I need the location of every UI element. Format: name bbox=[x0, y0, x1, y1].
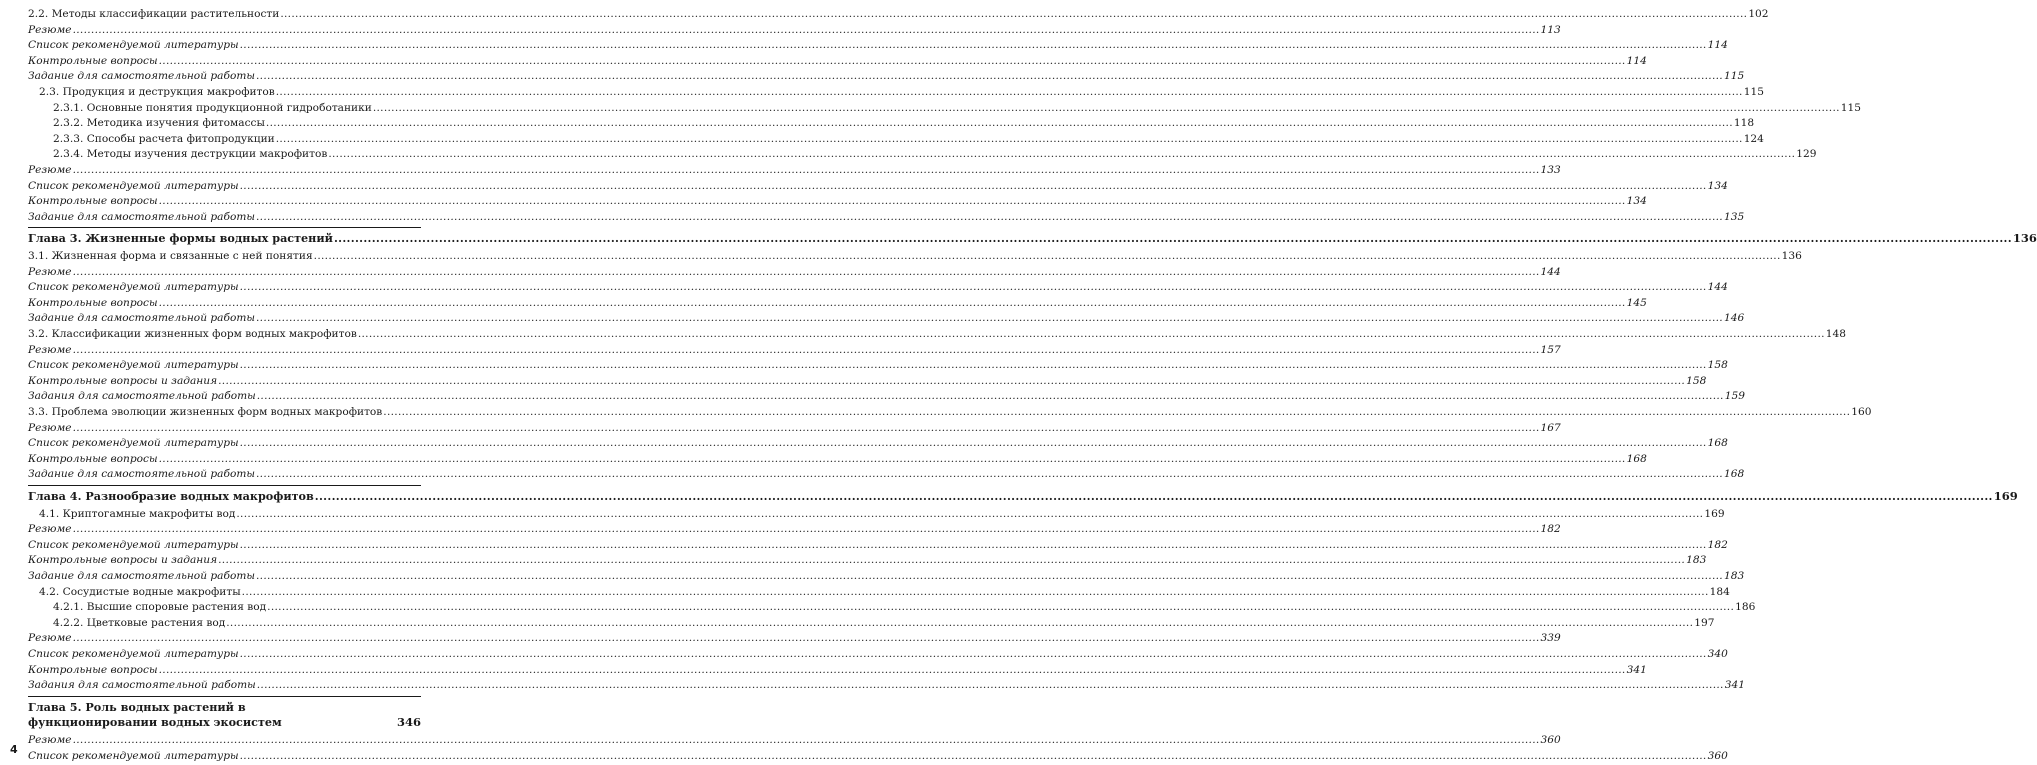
toc-entry-page: 186 bbox=[1735, 601, 1756, 614]
toc-entry-page: 115 bbox=[1743, 86, 1764, 98]
toc-entry-title: Список рекомендуемой литературы bbox=[28, 359, 239, 372]
dot-leader: ................................................................................................................................................................................................................................................................................................................................................................................................................ bbox=[218, 554, 1686, 567]
dot-leader: ................................................................................................................................................................................................................................................................................................................................................................................................................ bbox=[239, 281, 1707, 294]
toc-entry-title: Резюме bbox=[28, 734, 72, 746]
dot-leader: ................................................................................................................................................................................................................................................................................................................................................................................................................ bbox=[158, 296, 1626, 309]
dot-leader: ................................................................................................................................................................................................................................................................................................................................................................................................................ bbox=[72, 265, 1540, 278]
toc-entry-title: Задание для самостоятельной работы bbox=[28, 210, 255, 223]
toc-entry-page: 113 bbox=[1540, 23, 1561, 36]
toc-entry-title: Контрольные вопросы bbox=[28, 296, 158, 309]
toc-entry-title: Резюме bbox=[28, 421, 72, 434]
dot-leader: ................................................................................................................................................................................................................................................................................................................................................................................................................ bbox=[226, 616, 1694, 629]
dot-leader: ................................................................................................................................................................................................................................................................................................................................................................................................................ bbox=[72, 164, 1540, 176]
toc-entry-page: 197 bbox=[1694, 616, 1715, 629]
toc-entry-title: 2.2. Методы классификации растительности bbox=[28, 8, 280, 20]
toc-entry-page: 158 bbox=[1707, 359, 1728, 372]
toc-entry[interactable] bbox=[28, 311, 1745, 326]
toc-entry-page: 136 bbox=[2012, 231, 2037, 246]
toc-entry-title: Список рекомендуемой литературы bbox=[28, 437, 239, 450]
toc-entry[interactable] bbox=[28, 585, 1730, 600]
dot-leader: ................................................................................................................................................................................................................................................................................................................................................................................................................ bbox=[158, 195, 1626, 208]
toc-entry-title: Список рекомендуемой литературы bbox=[28, 538, 239, 551]
toc-entry-page: 340 bbox=[1707, 648, 1728, 660]
toc-entry-title: Контрольные вопросы и задания bbox=[28, 374, 218, 387]
toc-entry-title: Резюме bbox=[28, 265, 72, 278]
dot-leader: ................................................................................................................................................................................................................................................................................................................................................................................................................ bbox=[158, 452, 1626, 465]
dot-leader: ................................................................................................................................................................................................................................................................................................................................................................................................................ bbox=[256, 390, 1724, 403]
toc-entry-title: 4.2.1. Высшие споровые растения вод bbox=[53, 601, 267, 614]
toc-entry-page: 169 bbox=[1993, 489, 2018, 503]
toc-entry-page: 102 bbox=[1748, 8, 1769, 20]
toc-entry-page: 360 bbox=[1707, 749, 1728, 762]
toc-entry-title: Задания для самостоятельной работы bbox=[28, 390, 256, 403]
toc-entry[interactable] bbox=[28, 265, 1561, 280]
toc-entry-title: Задание для самостоятельной работы bbox=[28, 468, 255, 481]
chapter-separator bbox=[28, 696, 421, 697]
toc-entry-title: Задания для самостоятельной работы bbox=[28, 679, 256, 692]
toc-entry-title: 3.1. Жизненная форма и связанные с ней понятия bbox=[28, 250, 313, 262]
toc-entry[interactable] bbox=[28, 569, 1745, 584]
toc-entry-title: Список рекомендуемой литературы bbox=[28, 39, 239, 52]
toc-entry-page: 168 bbox=[1626, 452, 1647, 465]
toc-entry-title: 2.3.2. Методика изучения фитомассы bbox=[53, 117, 265, 130]
dot-leader: ................................................................................................................................................................................................................................................................................................................................................................................................................ bbox=[256, 468, 1723, 481]
toc-entry-page: 135 bbox=[1723, 210, 1745, 223]
toc-entry[interactable] bbox=[28, 343, 1561, 358]
toc-entry[interactable] bbox=[28, 616, 1715, 631]
dot-leader: ................................................................................................................................................................................................................................................................................................................................................................................................................ bbox=[236, 507, 1704, 520]
toc-entry[interactable] bbox=[28, 54, 1647, 69]
dot-leader: ................................................................................................................................................................................................................................................................................................................................................................................................................ bbox=[256, 70, 1723, 83]
toc-entry[interactable] bbox=[28, 280, 1728, 295]
dot-leader: ................................................................................................................................................................................................................................................................................................................................................................................................................ bbox=[383, 406, 1851, 418]
dot-leader: ................................................................................................................................................................................................................................................................................................................................................................................................................ bbox=[239, 749, 1707, 762]
dot-leader: ................................................................................................................................................................................................................................................................................................................................................................................................................ bbox=[239, 437, 1707, 450]
toc-entry[interactable] bbox=[28, 436, 1728, 451]
toc-entry[interactable] bbox=[28, 163, 1561, 178]
toc-entry-title: 4.1. Криптогамные макрофиты вод bbox=[39, 507, 236, 520]
toc-entry-title: Контрольные вопросы bbox=[28, 195, 158, 208]
dot-leader: ................................................................................................................................................................................................................................................................................................................................................................................................................ bbox=[218, 374, 1686, 387]
toc-entry-title: Контрольные вопросы bbox=[28, 452, 158, 465]
toc-entry-title: Резюме bbox=[28, 164, 72, 176]
dot-leader: ................................................................................................................................................................................................................................................................................................................................................................................................................ bbox=[357, 328, 1825, 340]
dot-leader: ................................................................................................................................................................................................................................................................................................................................................................................................................ bbox=[72, 734, 1540, 746]
toc-entry[interactable] bbox=[28, 600, 1756, 615]
toc-entry-page: 182 bbox=[1707, 538, 1728, 551]
toc-entry-page: 167 bbox=[1540, 421, 1561, 434]
dot-leader: ................................................................................................................................................................................................................................................................................................................................................................................................................ bbox=[313, 250, 1781, 262]
toc-entry[interactable] bbox=[28, 23, 1561, 38]
dot-leader: ................................................................................................................................................................................................................................................................................................................................................................................................................ bbox=[280, 8, 1748, 20]
chapter-separator bbox=[28, 485, 421, 486]
toc-entry-title: 3.2. Классификации жизненных форм водных макрофитов bbox=[28, 328, 357, 340]
toc-entry[interactable] bbox=[28, 405, 1872, 420]
toc-entry-page: 182 bbox=[1540, 523, 1561, 536]
dot-leader: ................................................................................................................................................................................................................................................................................................................................................................................................................ bbox=[267, 601, 1735, 614]
toc-entry[interactable] bbox=[28, 147, 1817, 162]
toc-entry-title: Контрольные вопросы и задания bbox=[28, 554, 218, 567]
toc-entry-title: 4.2. Сосудистые водные макрофиты bbox=[39, 585, 241, 598]
toc-entry[interactable] bbox=[28, 116, 1755, 131]
dot-leader: ................................................................................................................................................................................................................................................................................................................................................................................................................ bbox=[72, 632, 1540, 645]
toc-entry[interactable] bbox=[28, 522, 1561, 537]
toc-entry-page: 339 bbox=[1540, 632, 1561, 645]
toc-entry-page: 148 bbox=[1825, 328, 1847, 340]
toc-entry-title: Список рекомендуемой литературы bbox=[28, 281, 239, 294]
toc-entry-page: 341 bbox=[1724, 679, 1745, 692]
toc-entry[interactable] bbox=[28, 101, 1862, 116]
toc-entry-page: 114 bbox=[1707, 39, 1728, 52]
dot-leader: ................................................................................................................................................................................................................................................................................................................................................................................................................ bbox=[256, 570, 1723, 582]
toc-entry-page: 160 bbox=[1851, 406, 1872, 418]
toc-entry[interactable] bbox=[28, 421, 1561, 436]
toc-entry[interactable] bbox=[28, 389, 1745, 404]
toc-entry[interactable] bbox=[28, 358, 1728, 373]
toc-entry-page: 136 bbox=[1781, 250, 1802, 262]
dot-leader: ................................................................................................................................................................................................................................................................................................................................................................................................................ bbox=[328, 148, 1796, 161]
dot-leader: ................................................................................................................................................................................................................................................................................................................................................................................................................ bbox=[239, 39, 1707, 52]
dot-leader: ................................................................................................................................................................................................................................................................................................................................................................................................................ bbox=[241, 585, 1709, 598]
toc-entry-page: 360 bbox=[1540, 734, 1561, 746]
toc-entry-page: 168 bbox=[1723, 468, 1745, 481]
toc-entry[interactable] bbox=[28, 647, 1728, 662]
toc-entry-page: 114 bbox=[1626, 54, 1647, 67]
toc-entry[interactable] bbox=[28, 296, 1647, 311]
toc-entry-page: 159 bbox=[1724, 390, 1745, 403]
toc-entry-page: 133 bbox=[1540, 164, 1561, 176]
toc-chapter-entry[interactable] bbox=[28, 700, 421, 730]
dot-leader: ................................................................................................................................................................................................................................................................................................................................................................................................................ bbox=[256, 312, 1723, 325]
toc-entry-page: 183 bbox=[1723, 570, 1745, 582]
toc-entry[interactable] bbox=[28, 85, 1764, 100]
dot-leader: ................................................................................................................................................................................................................................................................................................................................................................................................................ bbox=[256, 210, 1723, 223]
toc-entry[interactable] bbox=[28, 467, 1745, 482]
toc-entry-page: 134 bbox=[1707, 179, 1728, 192]
toc-entry[interactable] bbox=[28, 210, 1745, 225]
page-number: 4 bbox=[10, 743, 18, 756]
toc-entry[interactable] bbox=[28, 327, 1847, 342]
toc-entry-title: 4.2.2. Цветковые растения вод bbox=[53, 616, 226, 629]
toc-entry[interactable] bbox=[28, 749, 1728, 764]
toc-entry[interactable] bbox=[28, 538, 1728, 553]
toc-entry-title: 3.3. Проблема эволюции жизненных форм водных макрофитов bbox=[28, 406, 383, 418]
toc-entry-title: Задание для самостоятельной работы bbox=[28, 70, 255, 83]
toc-entry-title: Контрольные вопросы bbox=[28, 663, 158, 676]
dot-leader: ................................................................................................................................................................................................................................................................................................................................................................................................................ bbox=[239, 648, 1707, 660]
dot-leader: ................................................................................................................................................................................................................................................................................................................................................................................................................ bbox=[239, 179, 1707, 192]
toc-entry-page: 129 bbox=[1796, 148, 1817, 161]
toc-entry[interactable] bbox=[28, 194, 1647, 209]
toc-entry-page: 157 bbox=[1540, 343, 1561, 356]
toc-entry-title: 2.3.4. Методы изучения деструкции макрофитов bbox=[53, 148, 328, 161]
toc-entry-page: 144 bbox=[1707, 281, 1728, 294]
toc-entry[interactable] bbox=[28, 249, 1802, 264]
toc-entry-title: Резюме bbox=[28, 343, 72, 356]
toc-entry-title: Задание для самостоятельной работы bbox=[28, 312, 255, 325]
toc-entry-title: Резюме bbox=[28, 523, 72, 536]
toc-entry[interactable] bbox=[28, 678, 1745, 693]
toc-entry[interactable] bbox=[28, 69, 1745, 84]
toc-entry-page: 169 bbox=[1704, 507, 1725, 520]
toc-entry-page: 346 bbox=[396, 714, 421, 729]
toc-entry[interactable] bbox=[28, 132, 1764, 147]
dot-leader: ................................................................................................................................................................................................................................................................................................................................................................................................................ bbox=[256, 679, 1724, 692]
dot-leader: ................................................................................................................................................................................................................................................................................................................................................................................................................ bbox=[72, 343, 1540, 356]
toc-entry-title: 2.3. Продукция и деструкция макрофитов bbox=[39, 86, 275, 98]
dot-leader: ................................................................................................................................................................................................................................................................................................................................................................................................................ bbox=[158, 663, 1626, 676]
toc-entry-title: 2.3.3. Способы расчета фитопродукции bbox=[53, 132, 275, 145]
toc-entry[interactable] bbox=[28, 553, 1707, 568]
dot-leader: ................................................................................................................................................................................................................................................................................................................................................................................................................ bbox=[239, 359, 1707, 372]
toc-entry-page: 145 bbox=[1626, 296, 1647, 309]
dot-leader: ................................................................................................................................................................................................................................................................................................................................................................................................................ bbox=[275, 86, 1743, 98]
chapter-separator bbox=[28, 227, 421, 228]
toc-entry-page: 146 bbox=[1723, 312, 1745, 325]
toc-entry-page: 183 bbox=[1686, 554, 1707, 567]
toc-entry-title: Глава 3. Жизненные формы водных растений bbox=[28, 231, 333, 246]
toc-entry-title: Глава 5. Роль водных растений в функционировании водных экосистем bbox=[28, 699, 282, 729]
toc-entry-title: Глава 4. Разнообразие водных макрофитов bbox=[28, 489, 314, 503]
toc-entry[interactable] bbox=[28, 374, 1707, 389]
toc-entry[interactable] bbox=[28, 179, 1728, 194]
toc-entry-page: 158 bbox=[1686, 374, 1707, 387]
toc-entry-title: Список рекомендуемой литературы bbox=[28, 749, 239, 762]
toc-entry-title: 2.3.1. Основные понятия продукционной гидроботаники bbox=[53, 101, 372, 114]
toc-entry[interactable] bbox=[28, 733, 1561, 748]
dot-leader: ................................................................................................................................................................................................................................................................................................................................................................................................................ bbox=[265, 117, 1733, 130]
toc-entry-title: Список рекомендуемой литературы bbox=[28, 648, 239, 660]
toc-entry[interactable] bbox=[28, 38, 1728, 53]
dot-leader: ................................................................................................................................................................................................................................................................................................................................................................................................................ bbox=[239, 538, 1707, 551]
dot-leader: ................................................................................................................................................................................................................................................................................................................................................................................................................ bbox=[72, 421, 1540, 434]
toc-entry-page: 168 bbox=[1707, 437, 1728, 450]
dot-leader: ................................................................................................................................................................................................................................................................................................................................................................................................................ bbox=[72, 23, 1540, 36]
toc-entry-page: 115 bbox=[1723, 70, 1745, 83]
toc-entry[interactable] bbox=[28, 663, 1647, 678]
toc-entry-page: 341 bbox=[1626, 663, 1647, 676]
toc-chapter-entry[interactable] bbox=[28, 489, 2018, 504]
toc-entry-page: 118 bbox=[1733, 117, 1755, 130]
toc-entry[interactable] bbox=[28, 7, 1769, 22]
dot-leader: ................................................................................................................................................................................................................................................................................................................................................................................................................ bbox=[158, 54, 1626, 67]
toc-entry-title: Резюме bbox=[28, 23, 72, 36]
toc-entry[interactable] bbox=[28, 631, 1561, 646]
toc-entry-title: Контрольные вопросы bbox=[28, 54, 158, 67]
dot-leader: ................................................................................................................................................................................................................................................................................................................................................................................................................ bbox=[72, 523, 1540, 536]
toc-entry[interactable] bbox=[28, 452, 1647, 467]
toc-entry-page: 124 bbox=[1743, 132, 1764, 145]
dot-leader: ................................................................................................................................................................................................................................................................................................................................................................................................................ bbox=[333, 231, 2012, 246]
toc-entry-title: Резюме bbox=[28, 632, 72, 645]
toc-entry-page: 184 bbox=[1709, 585, 1730, 598]
dot-leader: ................................................................................................................................................................................................................................................................................................................................................................................................................ bbox=[314, 489, 1993, 503]
toc-entry-page: 134 bbox=[1626, 195, 1647, 208]
toc-entry-page: 144 bbox=[1540, 265, 1561, 278]
toc-entry-title: Задание для самостоятельной работы bbox=[28, 570, 255, 582]
toc-entry-page: 115 bbox=[1840, 101, 1862, 114]
toc-chapter-entry[interactable] bbox=[28, 231, 2037, 246]
dot-leader: ................................................................................................................................................................................................................................................................................................................................................................................................................ bbox=[372, 101, 1840, 114]
toc-entry[interactable] bbox=[28, 507, 1725, 522]
dot-leader: ................................................................................................................................................................................................................................................................................................................................................................................................................ bbox=[275, 132, 1743, 145]
toc-entry-title: Список рекомендуемой литературы bbox=[28, 179, 239, 192]
